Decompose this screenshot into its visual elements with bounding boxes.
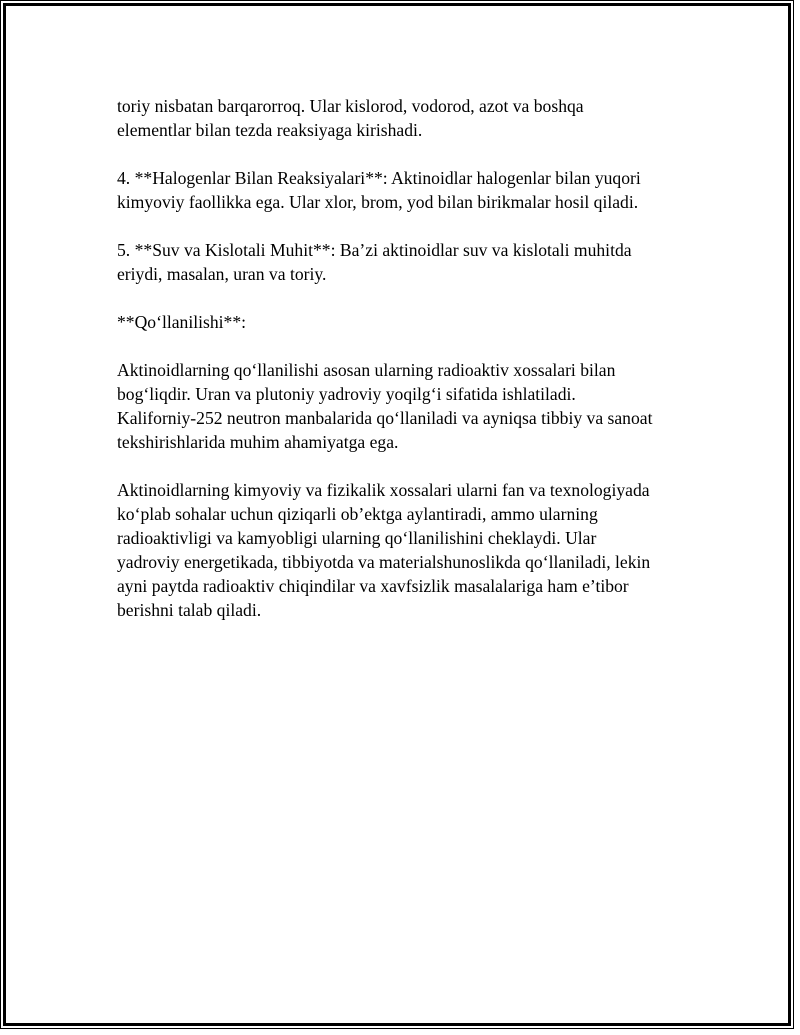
paragraph-applications: Aktinoidlarning qo‘llanilishi asosan ularning radioaktiv xossalari bilan bog‘liqdir. Uran va plutoniy yadroviy yoqilg‘i sifatida ishlatiladi. Kaliforniy-252 neutron manbalarida qo‘llaniladi va ayniqsa tibbiy va sanoat tekshirishlarida muhim ahamiyatga ega.: [117, 360, 653, 452]
paragraph-conclusion: Aktinoidlarning kimyoviy va fizikalik xossalari ularni fan va texnologiyada ko‘plab sohalar uchun qiziqarli ob’ektga aylantiradi, ammo ularning radioaktivligi va kamyobligi ularning qo‘llanilishini cheklaydi. Ular yadroviy energetikada, tibbiyotda va materialshunoslikda qo‘llaniladi, lekin ayni paytda radioaktiv chiqindilar va xavfsizlik masalalariga ham e’tibor berishni talab qiladi.: [117, 480, 651, 620]
document-body: [117, 94, 687, 646]
paragraph-halogen-reactions: 4. **Halogenlar Bilan Reaksiyalari**: Aktinoidlar halogenlar bilan yuqori kimyoviy faollikka ega. Ular xlor, brom, yod bilan birikmalar hosil qiladi.: [117, 168, 641, 212]
paragraph-water-acid-medium: 5. **Suv va Kislotali Muhit**: Ba’zi aktinoidlar suv va kislotali muhitda eriydi, masalan, uran va toriy.: [117, 240, 632, 284]
paragraph-continuation: toriy nisbatan barqarorroq. Ular kislorod, vodorod, azot va boshqa elementlar bilan tezda reaksiyaga kirishadi.: [117, 96, 584, 140]
section-heading-applications: **Qo‘llanilishi**:: [117, 312, 247, 332]
